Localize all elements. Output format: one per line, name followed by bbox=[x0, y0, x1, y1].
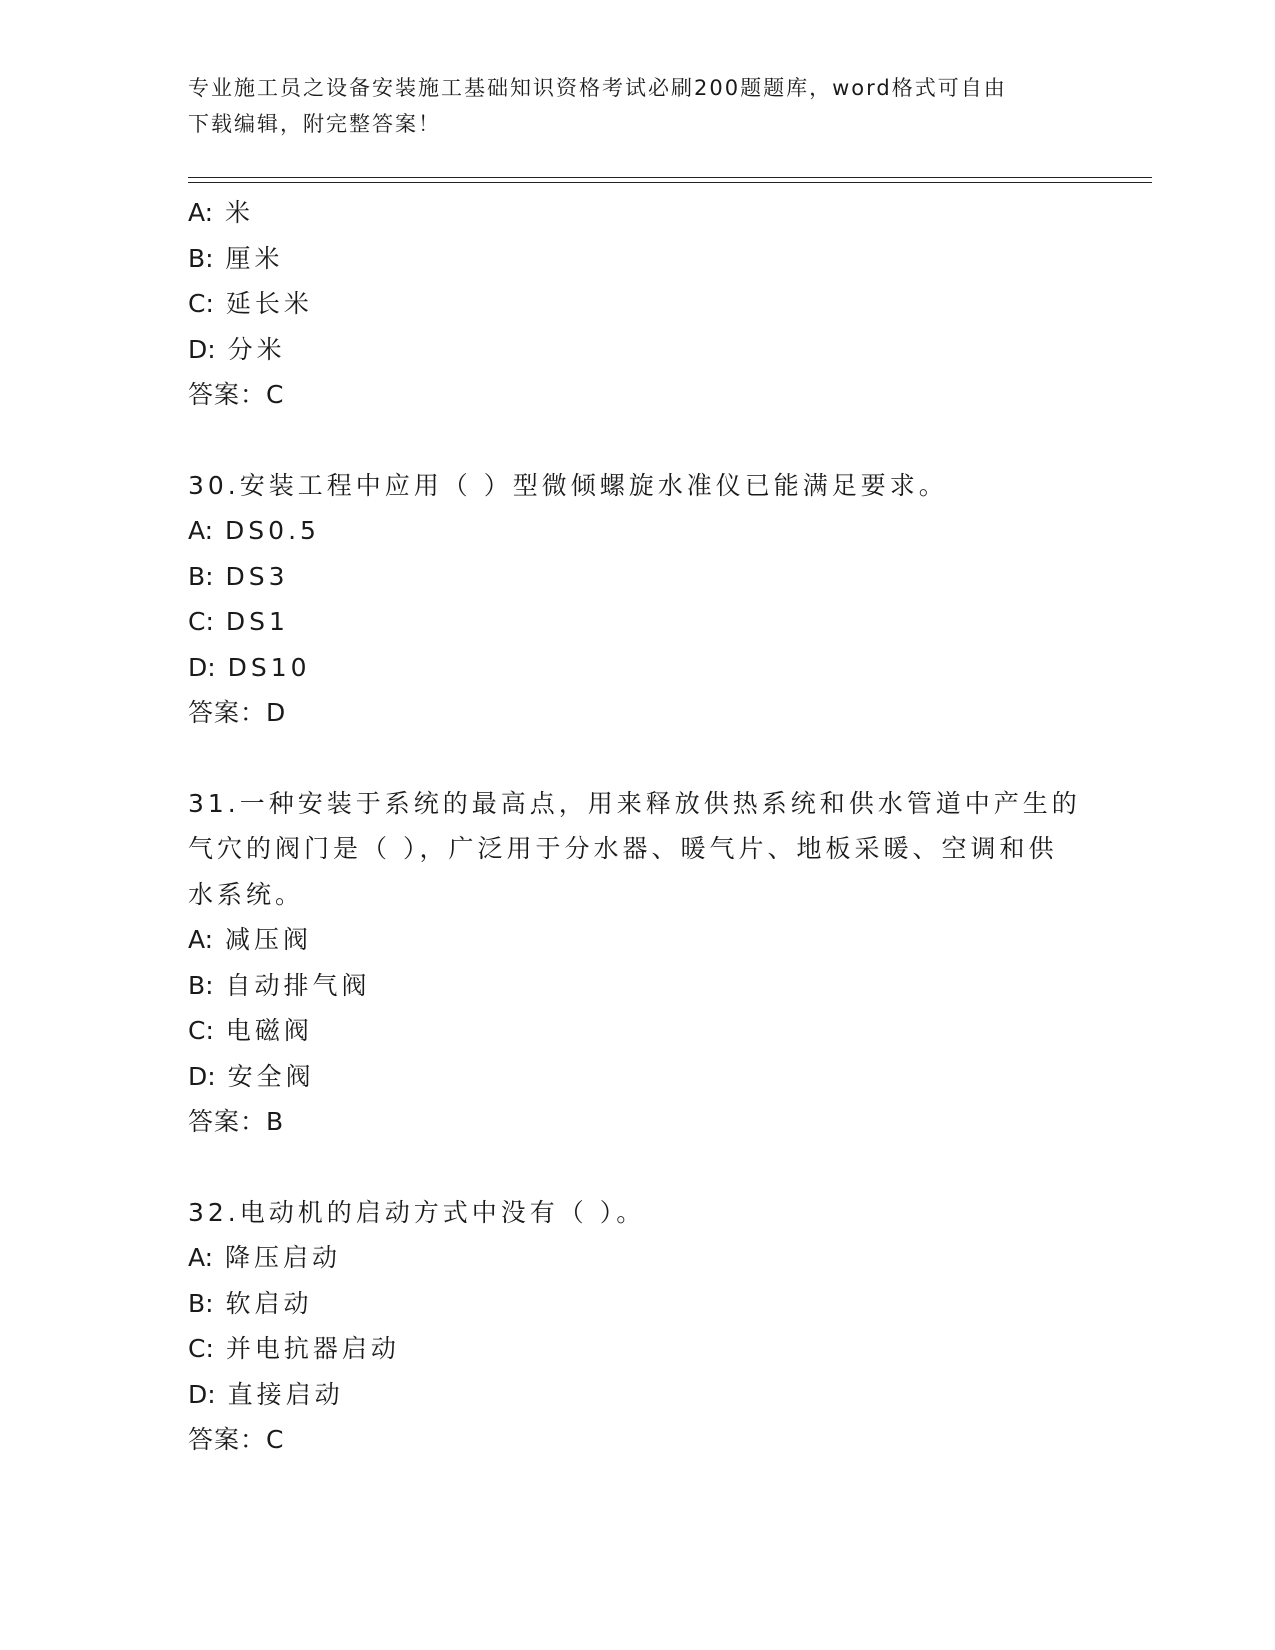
question-31 bbox=[188, 781, 1088, 1145]
header-line-2: 下载编辑，附完整答案！ bbox=[188, 112, 441, 136]
option-c: C: 延长米 bbox=[188, 289, 313, 318]
option-a: A: 米 bbox=[188, 198, 255, 227]
option-b: B: 自动排气阀 bbox=[188, 970, 371, 1000]
option-d: D: 直接启动 bbox=[188, 1379, 344, 1409]
option-b: B: DS3 bbox=[188, 561, 289, 591]
question-text-line-2: 气穴的阀门是（ ），广泛用于分水器、暖气片、地板采暖、空调和供 bbox=[188, 834, 1058, 863]
option-b: B: 软启动 bbox=[188, 1288, 313, 1318]
answer: 答案：B bbox=[188, 1107, 285, 1136]
question-list bbox=[188, 190, 1088, 1463]
header-rule-top bbox=[188, 177, 1152, 178]
option-c: C: DS1 bbox=[188, 607, 289, 636]
header-rule-bottom bbox=[188, 182, 1152, 183]
option-a: A: DS0.5 bbox=[188, 516, 320, 545]
answer: 答案：D bbox=[188, 698, 287, 727]
option-b: B: 厘米 bbox=[188, 243, 284, 273]
question-text: 30.安装工程中应用（ ）型微倾螺旋水准仪已能满足要求。 bbox=[188, 470, 948, 500]
question-text: 32.电动机的启动方式中没有（ ）。 bbox=[188, 1197, 646, 1227]
answer: 答案：C bbox=[188, 1425, 285, 1454]
continued-question bbox=[188, 190, 1088, 418]
option-c: C: 电磁阀 bbox=[188, 1016, 313, 1045]
header-line-1: 专业施工员之设备安装施工基础知识资格考试必刷200题题库，word格式可自由 bbox=[188, 76, 1007, 100]
option-a: A: 减压阀 bbox=[188, 925, 313, 954]
option-d: D: DS10 bbox=[188, 652, 311, 682]
option-d: D: 分米 bbox=[188, 334, 286, 364]
question-30 bbox=[188, 463, 1088, 736]
document-header bbox=[188, 70, 1068, 142]
option-a: A: 降压启动 bbox=[188, 1243, 342, 1272]
question-32 bbox=[188, 1190, 1088, 1463]
question-text-line-3: 水系统。 bbox=[188, 879, 305, 909]
question-text-line-1: 31.一种安装于系统的最高点，用来释放供热系统和供水管道中产生的 bbox=[188, 788, 1081, 818]
option-d: D: 安全阀 bbox=[188, 1061, 315, 1091]
answer: 答案：C bbox=[188, 380, 285, 409]
option-c: C: 并电抗器启动 bbox=[188, 1334, 400, 1363]
